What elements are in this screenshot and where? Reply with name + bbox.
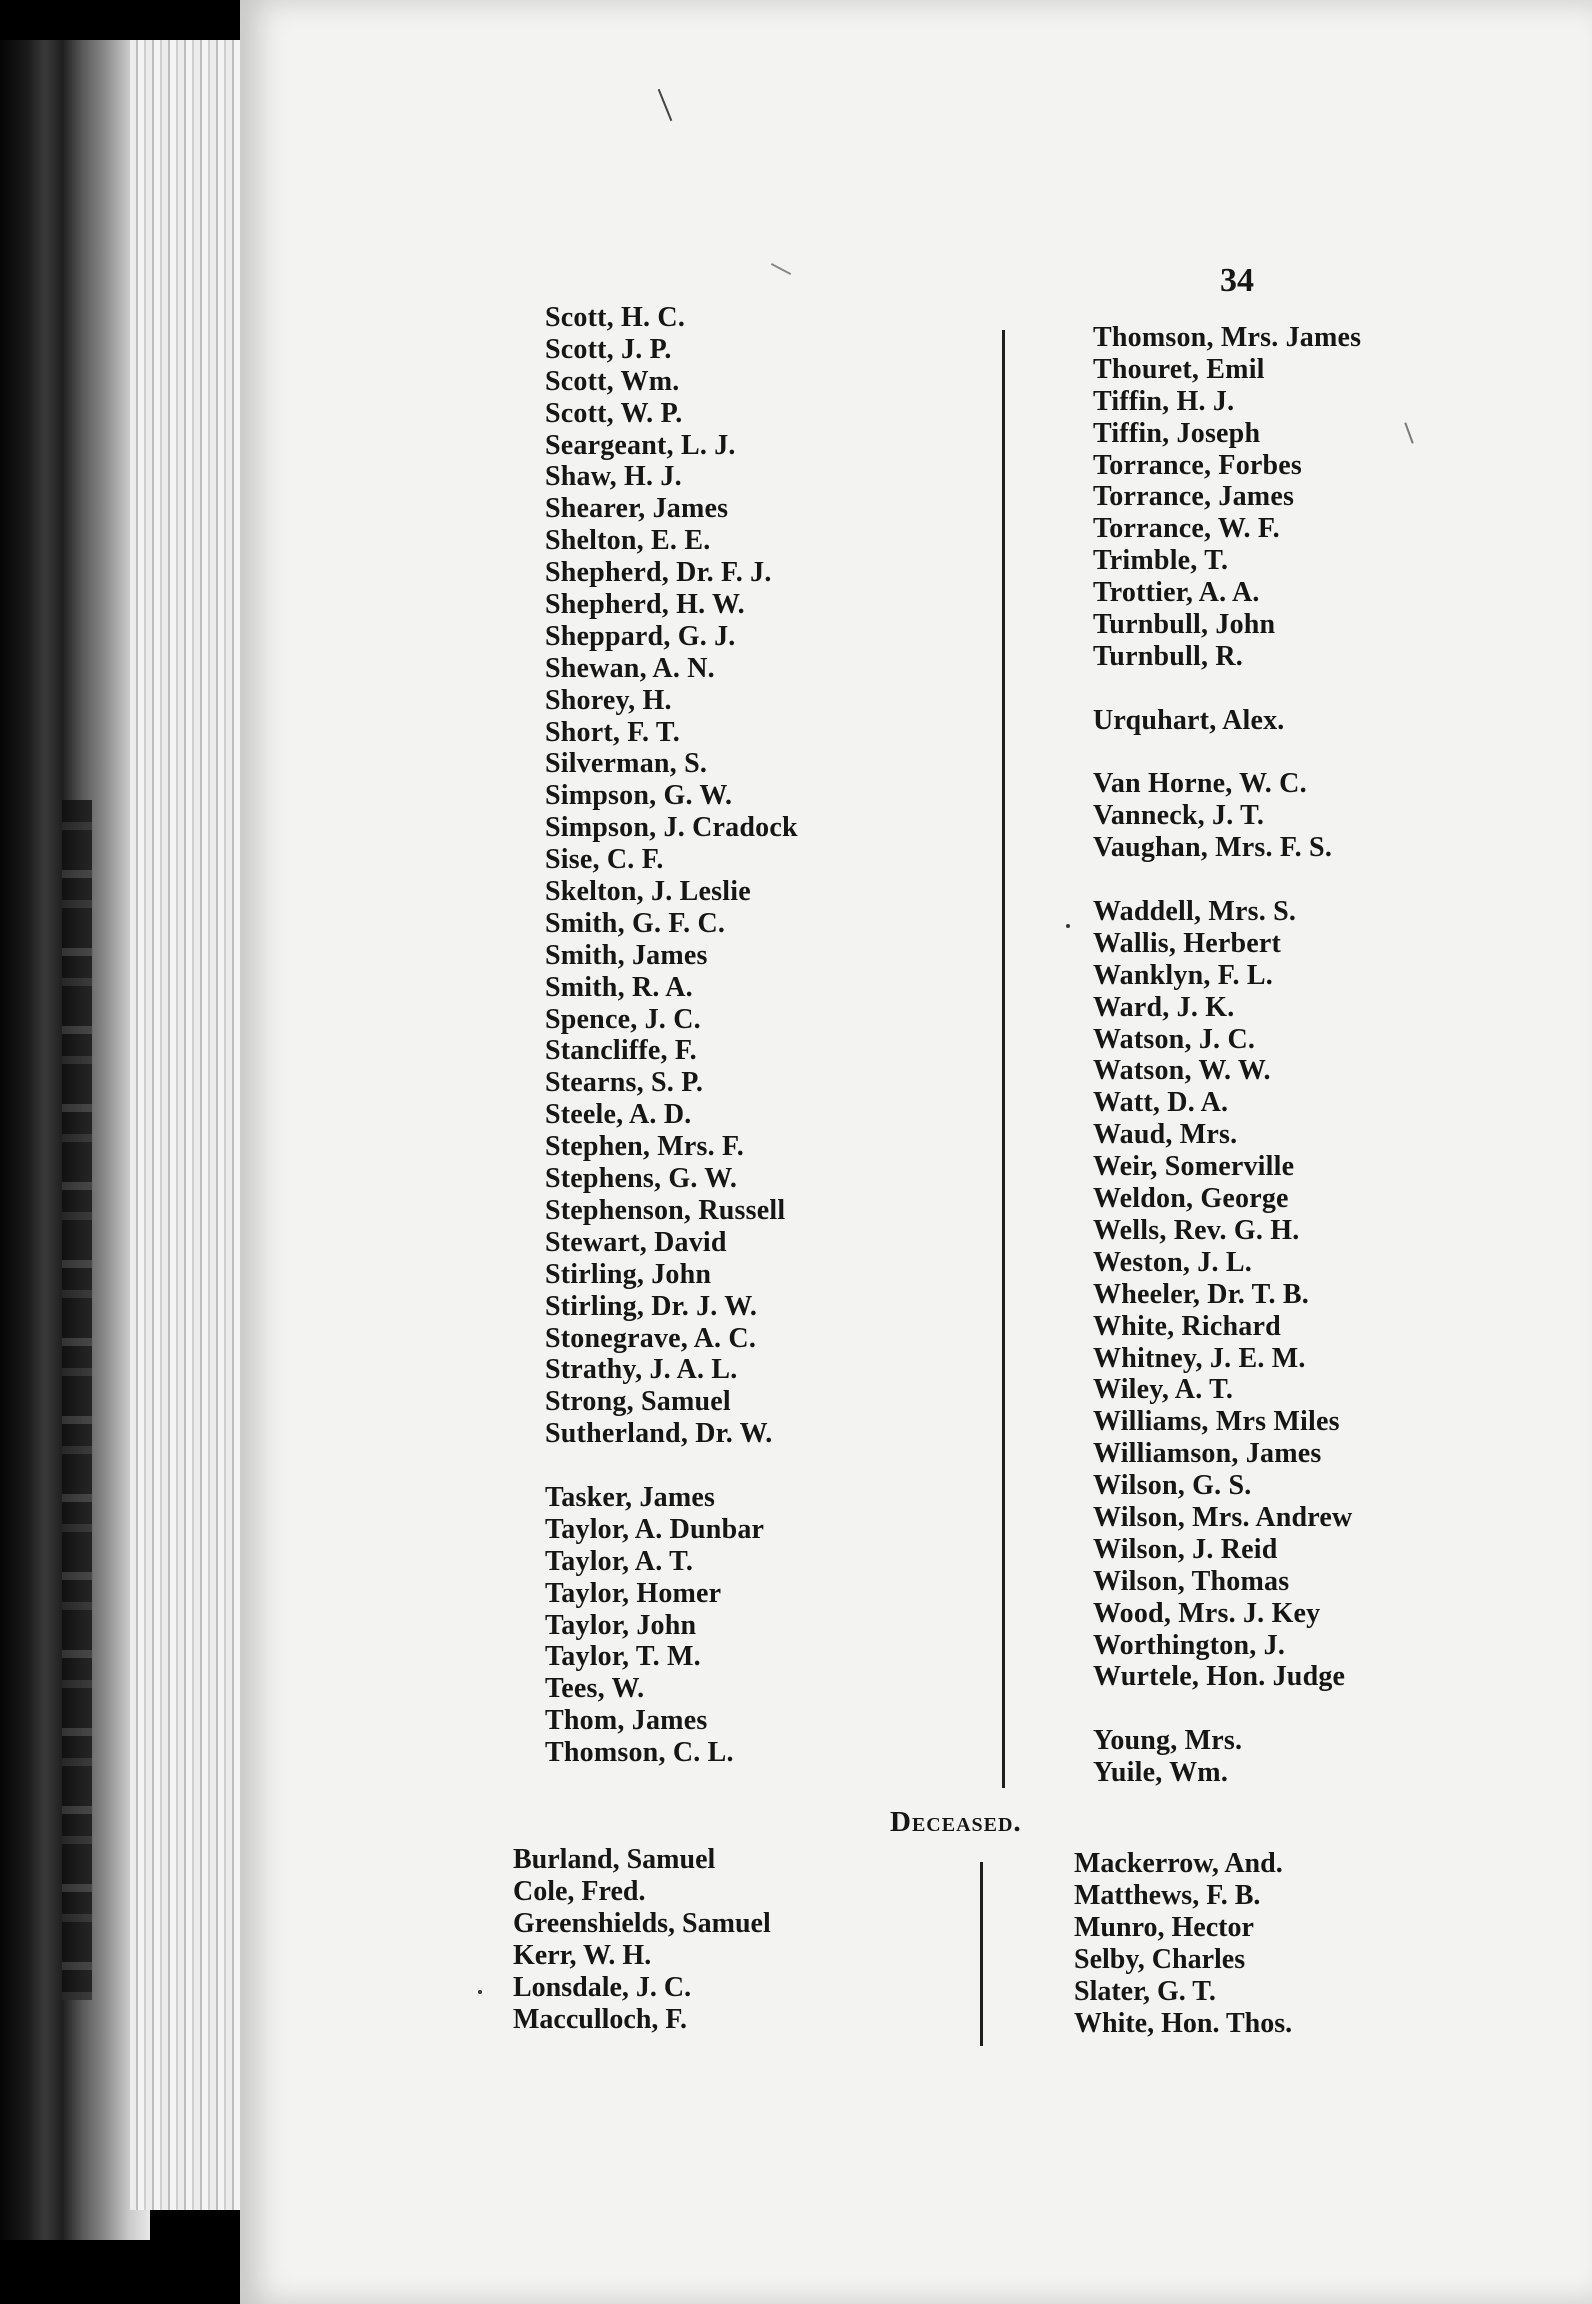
print-speck — [1066, 924, 1070, 928]
list-item: Wilson, Thomas — [1093, 1565, 1290, 1597]
list-item: Stirling, Dr. J. W. — [545, 1290, 758, 1322]
list-item: Torrance, W. F. — [1093, 513, 1280, 545]
list-item: Taylor, A. Dunbar — [545, 1513, 765, 1545]
list-item: Vaughan, Mrs. F. S. — [1093, 832, 1333, 864]
list-item: Waddell, Mrs. S. — [1093, 896, 1297, 928]
list-item: Sutherland, Dr. W. — [545, 1418, 773, 1450]
list-item: Scott, Wm. — [545, 365, 680, 397]
list-item: Sheppard, G. J. — [545, 620, 736, 652]
list-item: Stearns, S. P. — [545, 1067, 704, 1099]
list-item: Wilson, J. Reid — [1093, 1533, 1278, 1565]
section-gap — [1093, 737, 1592, 769]
list-item: Smith, G. F. C. — [545, 907, 726, 939]
list-item: Strong, Samuel — [545, 1386, 731, 1418]
page-number: 34 — [1220, 262, 1254, 299]
library-stamp-image — [62, 800, 92, 2000]
list-item: Shaw, H. J. — [545, 461, 682, 493]
list-item: Tees, W. — [545, 1673, 645, 1705]
list-item: Wilson, G. S. — [1093, 1470, 1252, 1502]
list-item: Weldon, George — [1093, 1183, 1289, 1215]
list-item: White, Hon. Thos. — [1074, 2008, 1293, 2039]
list-item: Skelton, J. Leslie — [545, 876, 751, 908]
list-item: Munro, Hector — [1074, 1912, 1254, 1943]
list-item: Young, Mrs. — [1093, 1725, 1243, 1757]
list-item: Urquhart, Alex. — [1093, 704, 1285, 736]
list-item: Thouret, Emil — [1093, 353, 1265, 385]
list-item: Strathy, J. A. L. — [545, 1354, 738, 1386]
list-item: Seargeant, L. J. — [545, 429, 736, 461]
list-item: Stonegrave, A. C. — [545, 1322, 757, 1354]
list-item: Yuile, Wm. — [1093, 1757, 1229, 1789]
list-item: Wood, Mrs. J. Key — [1093, 1597, 1321, 1629]
print-speck — [478, 1990, 482, 1994]
list-item: Burland, Samuel — [513, 1844, 716, 1875]
list-item: Torrance, Forbes — [1093, 449, 1303, 481]
section-gap — [1093, 864, 1592, 896]
members-right-column — [1093, 322, 1592, 1789]
members-left-column — [545, 302, 1105, 1769]
list-item: Simpson, J. Cradock — [545, 812, 798, 844]
list-item: Williamson, James — [1093, 1438, 1322, 1470]
list-item: Torrance, James — [1093, 481, 1295, 513]
book-spine — [0, 40, 150, 2240]
list-item: Turnbull, John — [1093, 609, 1276, 641]
list-item: Tiffin, H. J. — [1093, 385, 1235, 417]
list-item: Cole, Fred. — [513, 1876, 646, 1907]
list-item: Thomson, C. L. — [545, 1737, 734, 1769]
column-divider — [980, 1862, 983, 2046]
list-item: Van Horne, W. C. — [1093, 768, 1307, 800]
list-item: Wheeler, Dr. T. B. — [1093, 1278, 1309, 1310]
list-item: Scott, J. P. — [545, 333, 672, 365]
list-item: Scott, W. P. — [545, 397, 683, 429]
list-item: Wiley, A. T. — [1093, 1374, 1234, 1406]
list-item: Weston, J. L. — [1093, 1246, 1252, 1278]
list-item: Stancliffe, F. — [545, 1035, 697, 1067]
list-item: Stephenson, Russell — [545, 1194, 786, 1226]
list-item: Taylor, T. M. — [545, 1641, 701, 1673]
list-item: Steele, A. D. — [545, 1099, 692, 1131]
list-item: Spence, J. C. — [545, 1003, 701, 1035]
list-item: Wilson, Mrs. Andrew — [1093, 1501, 1353, 1533]
list-item: White, Richard — [1093, 1310, 1281, 1342]
list-item: Macculloch, F. — [513, 2004, 687, 2035]
list-item: Tiffin, Joseph — [1093, 417, 1261, 449]
list-item: Shorey, H. — [545, 684, 672, 716]
list-item: Worthington, J. — [1093, 1629, 1286, 1661]
list-item: Scott, H. C. — [545, 302, 686, 333]
deceased-right-column — [1074, 1848, 1592, 2040]
list-item: Thom, James — [545, 1705, 708, 1737]
deceased-left-column — [513, 1844, 1073, 2036]
list-item: Shelton, E. E. — [545, 525, 711, 557]
list-item: Trottier, A. A. — [1093, 577, 1260, 609]
list-item: Stephens, G. W. — [545, 1163, 738, 1195]
list-item: Shewan, A. N. — [545, 652, 715, 684]
list-item: Slater, G. T. — [1074, 1976, 1216, 2007]
list-item: Shearer, James — [545, 493, 729, 525]
list-item: Ward, J. K. — [1093, 991, 1235, 1023]
list-item: Stewart, David — [545, 1226, 727, 1258]
list-item: Watt, D. A. — [1093, 1087, 1229, 1119]
list-item: Matthews, F. B. — [1074, 1880, 1261, 1911]
list-item: Taylor, John — [545, 1609, 697, 1641]
list-item: Selby, Charles — [1074, 1944, 1246, 1975]
deceased-heading: Deceased. — [890, 1806, 1022, 1838]
list-item: Turnbull, R. — [1093, 640, 1244, 672]
list-item: Mackerrow, And. — [1074, 1848, 1283, 1879]
section-gap — [1093, 1693, 1592, 1725]
list-item: Shepherd, Dr. F. J. — [545, 557, 772, 589]
list-item: Wurtele, Hon. Judge — [1093, 1661, 1346, 1693]
list-item: Waud, Mrs. — [1093, 1119, 1238, 1151]
list-item: Whitney, J. E. M. — [1093, 1342, 1306, 1374]
list-item: Weir, Somerville — [1093, 1151, 1295, 1183]
list-item: Wallis, Herbert — [1093, 927, 1282, 959]
list-item: Wells, Rev. G. H. — [1093, 1214, 1300, 1246]
list-item: Stephen, Mrs. F. — [545, 1131, 744, 1163]
list-item: Stirling, John — [545, 1258, 712, 1290]
list-item: Smith, R. A. — [545, 971, 693, 1003]
list-item: Tasker, James — [545, 1481, 716, 1513]
list-item: Sise, C. F. — [545, 844, 664, 876]
list-item: Watson, W. W. — [1093, 1055, 1271, 1087]
list-item: Taylor, A. T. — [545, 1545, 694, 1577]
list-item: Thomson, Mrs. James — [1093, 322, 1362, 353]
list-item: Short, F. T. — [545, 716, 680, 748]
list-item: Lonsdale, J. C. — [513, 1972, 692, 2003]
section-gap — [1093, 673, 1592, 705]
list-item: Williams, Mrs Miles — [1093, 1406, 1340, 1438]
page-edges — [130, 40, 240, 2210]
list-item: Greenshields, Samuel — [513, 1908, 771, 1939]
list-item: Watson, J. C. — [1093, 1023, 1256, 1055]
list-item: Silverman, S. — [545, 748, 708, 780]
list-item: Taylor, Homer — [545, 1577, 722, 1609]
list-item: Kerr, W. H. — [513, 1940, 652, 1971]
list-item: Trimble, T. — [1093, 545, 1229, 577]
list-item: Vanneck, J. T. — [1093, 800, 1265, 832]
list-item: Smith, James — [545, 939, 708, 971]
list-item: Wanklyn, F. L. — [1093, 959, 1273, 991]
list-item: Simpson, G. W. — [545, 780, 733, 812]
section-gap — [545, 1450, 1105, 1482]
list-item: Shepherd, H. W. — [545, 589, 745, 621]
column-divider — [1002, 330, 1005, 1788]
